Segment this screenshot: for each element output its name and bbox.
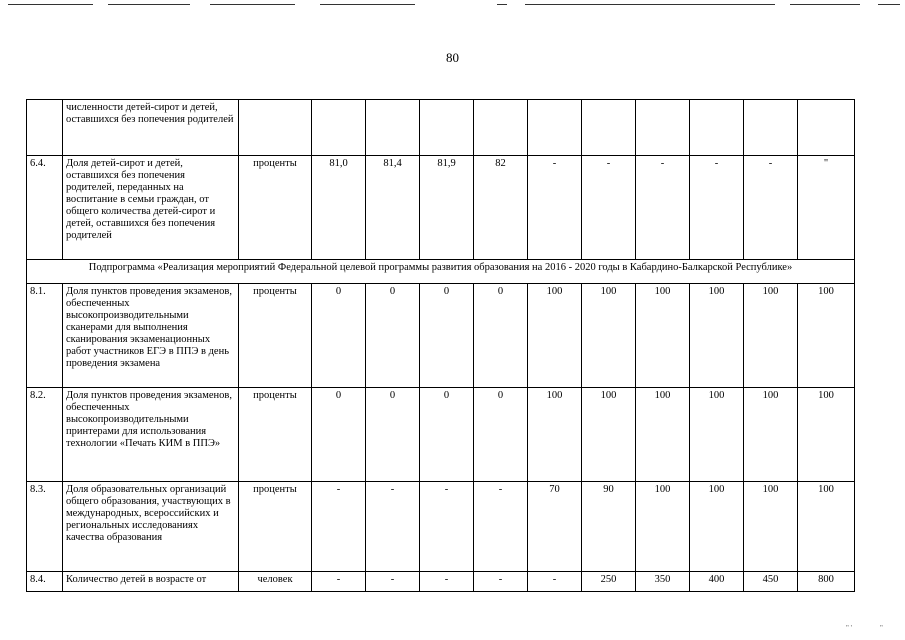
row-number: 6.4. xyxy=(27,156,63,260)
value-cell: 450 xyxy=(744,572,798,592)
value-cell: 0 xyxy=(474,284,528,388)
value-cell: 82 xyxy=(474,156,528,260)
corner-mark: " ' xyxy=(846,624,852,632)
value-cell: - xyxy=(528,156,582,260)
row-number: 8.3. xyxy=(27,482,63,572)
value-cell: 90 xyxy=(582,482,636,572)
value-cell: " xyxy=(798,156,855,260)
value-cell: 0 xyxy=(474,388,528,482)
row-number xyxy=(27,100,63,156)
header-rule xyxy=(320,4,415,5)
value-cell: - xyxy=(744,156,798,260)
value-cell: 100 xyxy=(528,284,582,388)
value-cell: 100 xyxy=(690,284,744,388)
header-rule xyxy=(8,4,93,5)
value-cell: - xyxy=(420,572,474,592)
header-rule xyxy=(790,4,860,5)
value-cell: 350 xyxy=(636,572,690,592)
value-cell: - xyxy=(528,572,582,592)
table-row xyxy=(27,482,855,572)
indicator-name: численности детей-сирот и детей, оставшихся без попечения родителей xyxy=(63,100,239,156)
value-cell: - xyxy=(636,156,690,260)
value-cell: 100 xyxy=(744,388,798,482)
value-cell: 100 xyxy=(636,482,690,572)
table-row xyxy=(27,100,855,156)
header-rule xyxy=(525,4,775,5)
subprogram-row xyxy=(27,260,855,284)
unit-cell: человек xyxy=(239,572,312,592)
value-cell: - xyxy=(474,572,528,592)
value-cell: - xyxy=(366,572,420,592)
value-cell: 100 xyxy=(744,284,798,388)
unit-cell: проценты xyxy=(239,388,312,482)
value-cell: 0 xyxy=(366,284,420,388)
table-row xyxy=(27,388,855,482)
value-cell: - xyxy=(690,156,744,260)
indicator-name: Доля детей-сирот и детей, оставшихся без попечения родителей, переданных на воспитание в семьи граждан, от общего количества детей-сирот и детей, оставшихся без попечения родителей xyxy=(63,156,239,260)
value-cell: 0 xyxy=(420,284,474,388)
value-cell xyxy=(420,100,474,156)
header-rule xyxy=(878,4,900,5)
value-cell: 250 xyxy=(582,572,636,592)
value-cell: 100 xyxy=(528,388,582,482)
value-cell: 100 xyxy=(582,284,636,388)
row-number: 8.4. xyxy=(27,572,63,592)
table-row xyxy=(27,156,855,260)
value-cell: 70 xyxy=(528,482,582,572)
value-cell: 400 xyxy=(690,572,744,592)
value-cell: 100 xyxy=(798,388,855,482)
indicator-name: Доля образовательных организаций общего образования, участвующих в международных, всероссийских и региональных исследованиях качества образования xyxy=(63,482,239,572)
value-cell: 100 xyxy=(690,482,744,572)
value-cell: 81,9 xyxy=(420,156,474,260)
value-cell: 800 xyxy=(798,572,855,592)
indicator-name: Количество детей в возрасте от xyxy=(63,572,239,592)
unit-cell xyxy=(239,100,312,156)
subprogram-title: Подпрограмма «Реализация мероприятий Федеральной целевой программы развития образования на 2016 - 2020 годы в Кабардино-Балкарской Республике» xyxy=(27,260,855,284)
value-cell xyxy=(366,100,420,156)
value-cell: 100 xyxy=(744,482,798,572)
value-cell: 100 xyxy=(798,482,855,572)
value-cell: 0 xyxy=(312,388,366,482)
value-cell xyxy=(312,100,366,156)
value-cell: 81,0 xyxy=(312,156,366,260)
row-number: 8.2. xyxy=(27,388,63,482)
value-cell: - xyxy=(366,482,420,572)
value-cell: 0 xyxy=(366,388,420,482)
header-rule xyxy=(108,4,190,5)
value-cell: 100 xyxy=(798,284,855,388)
value-cell: - xyxy=(420,482,474,572)
value-cell: 100 xyxy=(582,388,636,482)
value-cell xyxy=(636,100,690,156)
unit-cell: проценты xyxy=(239,284,312,388)
value-cell: 0 xyxy=(312,284,366,388)
unit-cell: проценты xyxy=(239,156,312,260)
row-number: 8.1. xyxy=(27,284,63,388)
header-rule xyxy=(210,4,295,5)
value-cell xyxy=(474,100,528,156)
value-cell xyxy=(582,100,636,156)
value-cell: - xyxy=(582,156,636,260)
indicators-table xyxy=(26,99,855,592)
value-cell: 100 xyxy=(690,388,744,482)
value-cell: 100 xyxy=(636,284,690,388)
value-cell xyxy=(528,100,582,156)
indicator-name: Доля пунктов проведения экзаменов, обеспеченных высокопроизводительными сканерами для выполнения сканирования экзаменационных работ участников ЕГЭ в ППЭ в день проведения экзамена xyxy=(63,284,239,388)
header-rule xyxy=(497,4,507,5)
corner-mark: " xyxy=(880,624,883,632)
value-cell: - xyxy=(474,482,528,572)
unit-cell: проценты xyxy=(239,482,312,572)
value-cell xyxy=(744,100,798,156)
value-cell xyxy=(690,100,744,156)
value-cell: - xyxy=(312,572,366,592)
value-cell: 0 xyxy=(420,388,474,482)
value-cell xyxy=(798,100,855,156)
table-row xyxy=(27,284,855,388)
value-cell: 100 xyxy=(636,388,690,482)
value-cell: 81,4 xyxy=(366,156,420,260)
page-number: 80 xyxy=(446,50,459,65)
table-row xyxy=(27,572,855,592)
indicator-name: Доля пунктов проведения экзаменов, обеспеченных высокопроизводительными принтерами для использования технологии «Печать КИМ в ППЭ» xyxy=(63,388,239,482)
value-cell: - xyxy=(312,482,366,572)
